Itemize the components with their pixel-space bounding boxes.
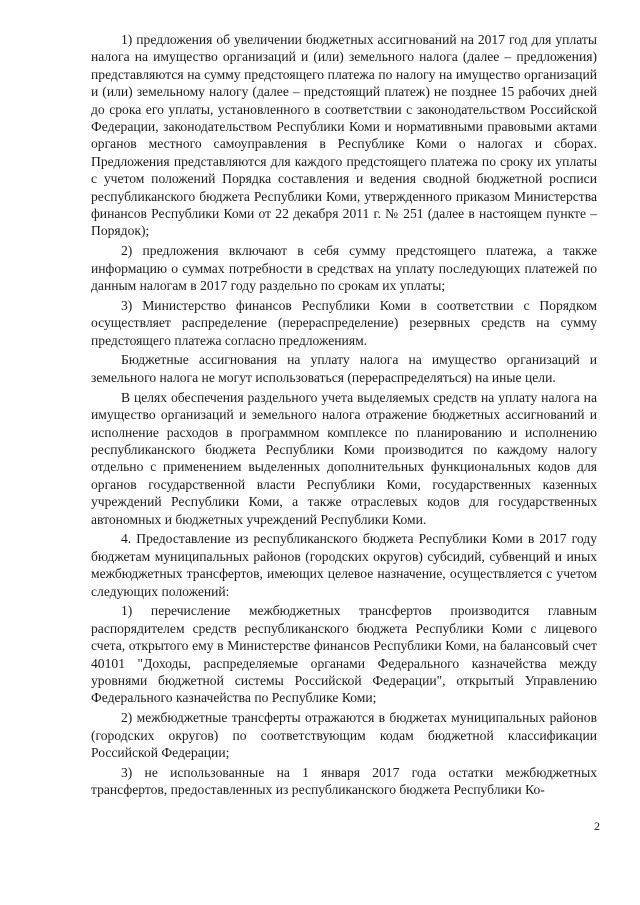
paragraph-item-2-proposals-content: 2) предложения включают в себя сумму предстоящего платежа, а также информацию о суммах потребности в средствах на уплату последующих платежей по данным налогам в 2017 году раздельно по срокам их уплаты; [91,243,597,294]
paragraph-item-3-ministry-distribution: 3) Министерство финансов Республики Коми в соответствии с Порядком осуществляет распределение (перераспределение) резервных средств на сумму предстоящего платежа согласно предложениям. [91,297,597,348]
paragraph-item-1-proposals: 1) предложения об увеличении бюджетных ассигнований на 2017 год для уплаты налога на имущество организаций и (или) земельного налога (далее – предложения) представляются на сумму предстоящего платежа по налогу на имущество организаций и (или) земельному налогу (далее – предстоящий платеж) не позднее 15 рабочих дней до срока его уплаты, установленного в соответствии с законодательством Российской Федерации, законодательством Республики Коми и нормативными правовыми актами органов местного самоуправления в Республике Коми о налогах и сборах. Предложения представляются для каждого предстоящего платежа по сроку их уплаты с учетом положений Порядка составления и ведения сводной бюджетной росписи республиканского бюджета Республики Коми, утвержденного приказом Министерства финансов Республики Коми от 22 декабря 2011 г. № 251 (далее в настоящем пункте – Порядок); [91,32,597,239]
paragraph-section-4-transfers: 4. Предоставление из республиканского бюджета Республики Коми в 2017 году бюджетам муниципальных районов (городских округов) субсидий, субвенций и иных межбюджетных трансфертов, имеющих целевое назначение, осуществляется с учетом следующих положений: [91,531,597,599]
document-body [91,31,597,801]
paragraph-separate-accounting: В целях обеспечения раздельного учета выделяемых средств на уплату налога на имущество организаций и земельного налога отражение бюджетных ассигнований и исполнение расходов в программном комплексе по планированию и исполнению республиканского бюджета Республики Коми производится по каждому налогу отдельно с применением выделенных дополнительных функциональных кодов для органов государственной власти Республики Коми, государственных казенных учреждений Республики Коми, а также отраслевых кодов для государственных автономных и бюджетных учреждений Республики Коми. [91,389,597,527]
paragraph-allocations-restriction: Бюджетные ассигнования на уплату налога на имущество организаций и земельного налога не могут использоваться (перераспределяться) на иные цели. [91,352,597,385]
paragraph-transfers-item-2: 2) межбюджетные трансферты отражаются в бюджетах муниципальных районов (городских округов) по соответствующим кодам бюджетной классификации Российской Федерации; [91,710,597,760]
paragraph-transfers-item-1: 1) перечисление межбюджетных трансфертов производится главным распорядителем средств республиканского бюджета Республики Коми с лицевого счета, открытого ему в Министерстве финансов Республики Коми, на балансовый счет 40101 "Доходы, распределяемые органами Федерального казначейства между уровнями бюджетной системы Российской Федерации", открытый Управлению Федерального казначейства по Республике Коми; [91,603,597,706]
page-number: 2 [594,819,600,833]
paragraph-transfers-item-3: 3) не использованные на 1 января 2017 года остатки межбюджетных трансфертов, предоставленных из республиканского бюджета Республики Ко- [91,764,597,798]
